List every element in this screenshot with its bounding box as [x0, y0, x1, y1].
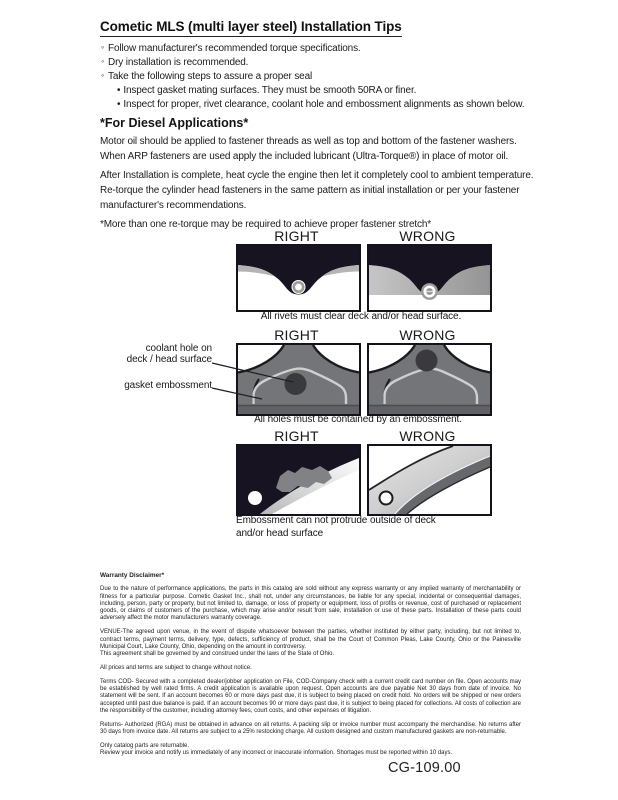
- tip-bullet-3: [101, 71, 312, 82]
- fig1-wrong-label: WRONG: [399, 228, 456, 244]
- rivet-clear-wrong-illustration: [369, 246, 490, 310]
- tip-sub-bullet-1-text: Inspect gasket mating surfaces. They must be smooth 50RA or finer.: [123, 85, 417, 96]
- warranty-paragraph: Due to the nature of performance applications, the parts in this catalog are sold without any express warranty or any implied warranty of merchantability or fitness for a particular purpose. Cometic Gasket Inc., shall not, under any circumstances, be liable for any special, incidental or consequential damages, including, person, party or property, but not limited to, damage, or loss of property or equipment, loss of profits or revenue, cost of purchased or replacement goods, or claims of customers of the purchase, which may arise and/or result from sale, installation or use of these parts. Installation of these parts could adversely affect the motor manufacturers warranty coverage.: [100, 586, 521, 622]
- coolant-hole-annotation-line1: coolant hole on: [145, 343, 212, 354]
- coolant-hole-annotation-line2: deck / head surface: [126, 354, 212, 365]
- diesel-paragraph-3: *More than one re-torque may be required to achieve proper fastener stretch*: [100, 219, 432, 230]
- dot-bullet-icon: •: [117, 85, 121, 96]
- hole-contained-wrong-illustration: [369, 345, 490, 414]
- protrude-right-illustration: [238, 446, 359, 514]
- dot-bullet-icon: •: [117, 99, 121, 110]
- tip-sub-bullet-1: [117, 85, 416, 96]
- tip-bullet-1-text: Follow manufacturer's recommended torque specifications.: [108, 43, 361, 54]
- prices-paragraph: All prices and terms are subject to change without notice.: [100, 664, 252, 671]
- bolt-hole-icon: [380, 492, 393, 505]
- diesel-paragraph-2: After Installation is complete, heat cycle the engine then let it completely cool to ambient temperature. Re-torque the cylinder head fasteners in the same pattern as initial installation or per your fastener manufacturer's recommendations.: [100, 170, 534, 211]
- tip-sub-bullet-2: [117, 99, 524, 110]
- tip-bullet-2-text: Dry installation is recommended.: [108, 57, 249, 68]
- page-title: Cometic MLS (multi layer steel) Installation Tips: [100, 19, 402, 37]
- returns-paragraph: Returns- Authorized (RGA) must be obtained in advance on all returns. A packing slip or invoice number must accompany the merchandise. No returns after 30 days from invoice date. All returns are subject to a 25% restocking charge. All custom designed and custom manufactured gaskets are non-returnable.: [100, 721, 521, 736]
- fig2-wrong-label: WRONG: [399, 327, 456, 343]
- fig2-wrong-diagram: [367, 343, 492, 416]
- fig1-caption: All rivets must clear deck and/or head surface.: [260, 311, 462, 322]
- circle-bullet-icon: ◦: [101, 56, 105, 66]
- tip-bullet-3-text: Take the following steps to assure a proper seal: [108, 71, 313, 82]
- venue-paragraph: VENUE-The agreed upon venue, in the event of dispute whatsoever between the parties, whether instituted by either party, including, but not limited to, contract terms, payment terms, delivery, type, defects, sufficiency of product, shall be the Court of Common Pleas, Lake County, Ohio or the Painesville Municipal Court, Lake County, Ohio, depending on the amount in controversy.: [100, 629, 521, 650]
- coolant-hole-icon: [416, 350, 438, 372]
- fig3-caption: [236, 515, 471, 540]
- catalog-parts-paragraph: Only catalog parts are returnable.: [100, 742, 190, 749]
- circle-bullet-icon: ◦: [101, 70, 105, 80]
- diesel-paragraph-1: Motor oil should be applied to fastener threads as well as top and bottom of the fastener washers. When ARP fasteners are used apply the included lubricant (Ultra-Torque®) in place of motor oil.: [100, 136, 517, 162]
- warranty-disclaimer-section: [100, 572, 521, 764]
- tip-sub-bullet-2-text: Inspect for proper, rivet clearance, coolant hole and embossment alignments as shown below.: [123, 99, 525, 110]
- fig1-right-diagram: [236, 244, 361, 312]
- fig1-right-label: RIGHT: [274, 228, 319, 244]
- review-invoice-paragraph: Review your invoice and notify us immediately of any incorrect or inaccurate information. Shortages must be reported within 10 days.: [100, 750, 453, 757]
- gasket-embossment-annotation: gasket embossment: [124, 380, 212, 391]
- fig3-wrong-label: WRONG: [399, 428, 456, 444]
- fig2-right-label: RIGHT: [274, 327, 319, 343]
- rivet-clear-right-illustration: [238, 246, 359, 310]
- fig3-caption-line2: and/or head surface: [236, 527, 324, 539]
- protrude-wrong-illustration: [369, 446, 490, 514]
- governing-law-paragraph: This agreement shall be governed by and construed under the laws of the State of Ohio.: [100, 651, 335, 658]
- terms-paragraph: Terms COD- Secured with a completed dealer/jobber application on File, COD-Company check with a current credit card number on file. Open accounts may be established by well rated firms. A credit application is available upon request. Open accounts are due payable Net 30 days from date of invoice. No statement will be sent. If an account becomes 60 or more days past due, it is subject to being placed on credit hold. No orders will be shipped or new orders accepted until past due balance is paid. If an account becomes 90 or more days past due, it is subject to being placed for collections. All costs of collection are the responsibility of the customer, including attorney fees, court costs, and other expenses of litigation.: [100, 678, 521, 714]
- fig3-wrong-diagram: [367, 444, 492, 516]
- tip-bullet-1: [101, 43, 361, 54]
- fig2-caption: All holes must be contained by an embossment.: [254, 414, 462, 425]
- warranty-heading: Warranty Disclaimer*: [100, 572, 165, 579]
- circle-bullet-icon: ◦: [101, 42, 105, 52]
- fig1-wrong-diagram: [367, 244, 492, 312]
- tip-bullet-2: [101, 57, 248, 68]
- annotation-leader-lines: [210, 340, 310, 410]
- fig3-right-diagram: [236, 444, 361, 516]
- bolt-hole-icon: [248, 491, 262, 505]
- fig3-caption-line1: Embossment can not protrude outside of deck: [236, 515, 436, 526]
- diesel-applications-heading: *For Diesel Applications*: [100, 116, 249, 130]
- fig3-right-label: RIGHT: [274, 428, 319, 444]
- page-code: CG-109.00: [388, 760, 461, 776]
